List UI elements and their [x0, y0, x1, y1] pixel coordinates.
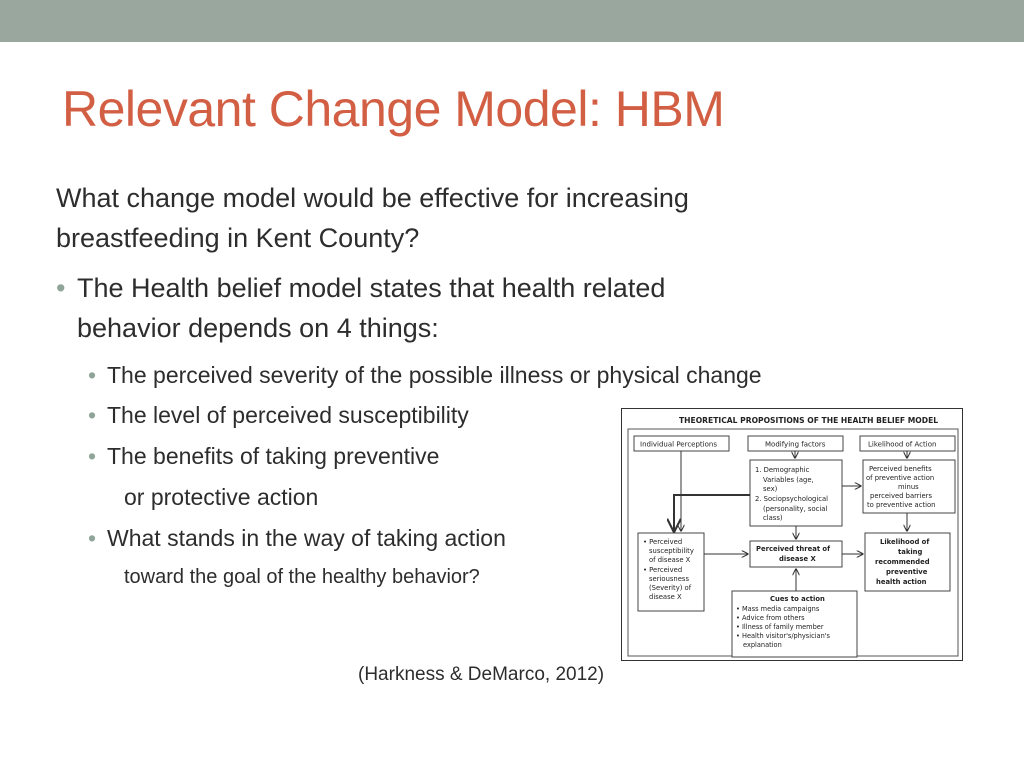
perceptions-l5: seriousness	[649, 575, 689, 583]
benefits-l4: perceived barriers	[870, 492, 932, 500]
demographic-l1: 1. Demographic	[755, 466, 810, 474]
benefits-l3: minus	[898, 483, 919, 491]
perceptions-l7: disease X	[649, 593, 682, 601]
figure-title: THEORETICAL PROPOSITIONS OF THE HEALTH BELIEF MODEL	[679, 416, 939, 425]
demographic-l2: Variables (age,	[763, 476, 814, 484]
bullet-line-1: The Health belief model states that health related	[77, 273, 666, 303]
sub-bullet-benefits-cont: or protective action	[124, 484, 319, 510]
cues-l2: • Advice from others	[736, 614, 805, 622]
cues-l3: • Illness of family member	[736, 623, 824, 631]
health-belief-model-diagram	[621, 408, 963, 661]
sub-bullet-barriers: What stands in the way of taking action	[107, 525, 506, 551]
bullet-icon: •	[56, 273, 66, 303]
question-line-2: breastfeeding in Kent County?	[56, 223, 420, 253]
likelihood-l3: recommended	[875, 558, 930, 566]
question-line-1: What change model would be effective for increasing	[56, 183, 689, 213]
perceptions-l2: susceptibility	[649, 547, 694, 555]
likelihood-l4: preventive	[886, 568, 928, 576]
cues-l1: • Mass media campaigns	[736, 605, 820, 613]
sub-bullet-benefits: The benefits of taking preventive	[107, 443, 440, 469]
arrow-modifying-to-perceptions	[674, 495, 750, 531]
demographic-l6: class)	[763, 514, 783, 522]
sub-bullet-susceptibility: The level of perceived susceptibility	[107, 402, 469, 428]
sub-bullet-barriers-cont: toward the goal of the healthy behavior?	[124, 566, 480, 588]
benefits-l2: of preventive action	[866, 474, 935, 482]
likelihood-l2: taking	[898, 548, 923, 556]
perceptions-l1: • Perceived	[643, 538, 683, 546]
benefits-l1: Perceived benefits	[869, 465, 932, 473]
perceptions-l3: of disease X	[649, 556, 691, 564]
likelihood-l1: Likelihood of	[880, 538, 930, 546]
sub-bullet-icon: •	[88, 362, 97, 388]
perceptions-l4: • Perceived	[643, 566, 683, 574]
demographic-l3: sex)	[763, 485, 778, 493]
header-likelihood: Likelihood of Action	[868, 440, 937, 449]
threat-l2: disease X	[779, 555, 816, 563]
demographic-l5: (personality, social	[763, 505, 828, 513]
sub-bullet-icon: •	[88, 525, 97, 551]
benefits-l5: to preventive action	[867, 501, 936, 509]
sub-bullet-severity: The perceived severity of the possible illness or physical change	[107, 362, 762, 388]
hbm-diagram-svg	[622, 409, 964, 662]
header-individual: Individual Perceptions	[640, 440, 717, 449]
cues-l4: • Health visitor's/physician's	[736, 632, 830, 640]
cues-title: Cues to action	[770, 595, 825, 603]
bullet-line-2: behavior depends on 4 things:	[77, 313, 439, 343]
perceptions-l6: (Severity) of	[649, 584, 692, 592]
cues-l5: explanation	[743, 641, 782, 649]
threat-l1: Perceived threat of	[756, 545, 831, 553]
top-accent-bar	[0, 0, 1024, 42]
citation: (Harkness & DeMarco, 2012)	[358, 664, 605, 685]
sub-bullet-icon: •	[88, 443, 97, 469]
sub-bullet-icon: •	[88, 402, 97, 428]
demographic-l4: 2. Sociopsychological	[755, 495, 829, 503]
header-modifying: Modifying factors	[765, 440, 826, 449]
likelihood-l5: health action	[876, 578, 927, 586]
slide-title: Relevant Change Model: HBM	[62, 81, 725, 137]
